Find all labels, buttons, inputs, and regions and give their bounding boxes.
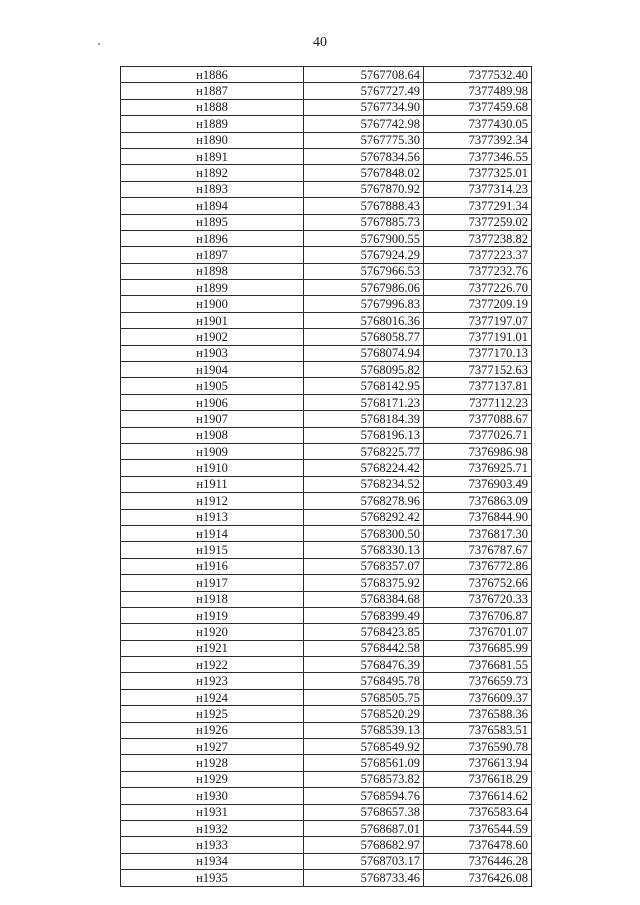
point-id-cell: н1893: [121, 181, 304, 197]
scan-speck: [98, 43, 100, 45]
x-coordinate-cell: 5768682.97: [304, 837, 424, 853]
x-coordinate-cell: 5768561.09: [304, 755, 424, 771]
table-row: [121, 165, 532, 181]
point-id-cell: н1917: [121, 575, 304, 591]
y-coordinate-cell: 7377232.76: [424, 263, 532, 279]
y-coordinate-cell: 7376426.08: [424, 870, 532, 886]
table-row: [121, 771, 532, 787]
x-coordinate-cell: 5768184.39: [304, 411, 424, 427]
y-coordinate-cell: 7376590.78: [424, 739, 532, 755]
point-id-cell: н1920: [121, 624, 304, 640]
table-row: [121, 739, 532, 755]
x-coordinate-cell: 5768594.76: [304, 788, 424, 804]
x-coordinate-cell: 5768476.39: [304, 657, 424, 673]
y-coordinate-cell: 7376659.73: [424, 673, 532, 689]
y-coordinate-cell: 7376720.33: [424, 591, 532, 607]
point-id-cell: н1906: [121, 394, 304, 410]
y-coordinate-cell: 7376583.64: [424, 804, 532, 820]
y-coordinate-cell: 7376618.29: [424, 771, 532, 787]
table-row: [121, 476, 532, 492]
point-id-cell: н1896: [121, 230, 304, 246]
x-coordinate-cell: 5768058.77: [304, 329, 424, 345]
table-row: [121, 575, 532, 591]
point-id-cell: н1910: [121, 460, 304, 476]
table-row: [121, 443, 532, 459]
table-row: [121, 788, 532, 804]
point-id-cell: н1912: [121, 493, 304, 509]
point-id-cell: н1913: [121, 509, 304, 525]
y-coordinate-cell: 7377223.37: [424, 247, 532, 263]
table-row: [121, 247, 532, 263]
x-coordinate-cell: 5767986.06: [304, 280, 424, 296]
table-row: [121, 624, 532, 640]
point-id-cell: н1930: [121, 788, 304, 804]
table-row: [121, 460, 532, 476]
page-number: 40: [313, 35, 327, 50]
x-coordinate-cell: 5767900.55: [304, 230, 424, 246]
y-coordinate-cell: 7376446.28: [424, 853, 532, 869]
y-coordinate-cell: 7376614.62: [424, 788, 532, 804]
point-id-cell: н1925: [121, 706, 304, 722]
y-coordinate-cell: 7376706.87: [424, 607, 532, 623]
y-coordinate-cell: 7377088.67: [424, 411, 532, 427]
table-row: [121, 263, 532, 279]
x-coordinate-cell: 5768095.82: [304, 362, 424, 378]
x-coordinate-cell: 5768357.07: [304, 558, 424, 574]
point-id-cell: н1908: [121, 427, 304, 443]
x-coordinate-cell: 5768225.77: [304, 443, 424, 459]
y-coordinate-cell: 7377026.71: [424, 427, 532, 443]
point-id-cell: н1891: [121, 148, 304, 164]
point-id-cell: н1921: [121, 640, 304, 656]
point-id-cell: н1886: [121, 67, 304, 83]
table-row: [121, 394, 532, 410]
coordinates-table-body: [121, 67, 532, 887]
table-row: [121, 558, 532, 574]
x-coordinate-cell: 5768016.36: [304, 312, 424, 328]
table-row: [121, 673, 532, 689]
x-coordinate-cell: 5768234.52: [304, 476, 424, 492]
table-row: [121, 280, 532, 296]
point-id-cell: н1895: [121, 214, 304, 230]
x-coordinate-cell: 5767924.29: [304, 247, 424, 263]
y-coordinate-cell: 7376844.90: [424, 509, 532, 525]
point-id-cell: н1900: [121, 296, 304, 312]
y-coordinate-cell: 7376925.71: [424, 460, 532, 476]
y-coordinate-cell: 7377226.70: [424, 280, 532, 296]
y-coordinate-cell: 7377314.23: [424, 181, 532, 197]
x-coordinate-cell: 5767870.92: [304, 181, 424, 197]
table-row: [121, 853, 532, 869]
x-coordinate-cell: 5768573.82: [304, 771, 424, 787]
y-coordinate-cell: 7376701.07: [424, 624, 532, 640]
x-coordinate-cell: 5767834.56: [304, 148, 424, 164]
table-row: [121, 870, 532, 886]
y-coordinate-cell: 7377346.55: [424, 148, 532, 164]
y-coordinate-cell: 7376752.66: [424, 575, 532, 591]
table-row: [121, 706, 532, 722]
x-coordinate-cell: 5768442.58: [304, 640, 424, 656]
point-id-cell: н1898: [121, 263, 304, 279]
y-coordinate-cell: 7377291.34: [424, 198, 532, 214]
point-id-cell: н1924: [121, 689, 304, 705]
x-coordinate-cell: 5768375.92: [304, 575, 424, 591]
point-id-cell: н1922: [121, 657, 304, 673]
point-id-cell: н1918: [121, 591, 304, 607]
x-coordinate-cell: 5768142.95: [304, 378, 424, 394]
x-coordinate-cell: 5768384.68: [304, 591, 424, 607]
x-coordinate-cell: 5768224.42: [304, 460, 424, 476]
y-coordinate-cell: 7377209.19: [424, 296, 532, 312]
point-id-cell: н1926: [121, 722, 304, 738]
x-coordinate-cell: 5768330.13: [304, 542, 424, 558]
y-coordinate-cell: 7376609.37: [424, 689, 532, 705]
point-id-cell: н1904: [121, 362, 304, 378]
y-coordinate-cell: 7377112.23: [424, 394, 532, 410]
x-coordinate-cell: 5768196.13: [304, 427, 424, 443]
point-id-cell: н1929: [121, 771, 304, 787]
y-coordinate-cell: 7376588.36: [424, 706, 532, 722]
y-coordinate-cell: 7376583.51: [424, 722, 532, 738]
table-row: [121, 116, 532, 132]
table-row: [121, 181, 532, 197]
table-row: [121, 607, 532, 623]
table-row: [121, 820, 532, 836]
y-coordinate-cell: 7377259.02: [424, 214, 532, 230]
point-id-cell: н1931: [121, 804, 304, 820]
x-coordinate-cell: 5768687.01: [304, 820, 424, 836]
point-id-cell: н1899: [121, 280, 304, 296]
table-row: [121, 427, 532, 443]
x-coordinate-cell: 5768423.85: [304, 624, 424, 640]
y-coordinate-cell: 7376681.55: [424, 657, 532, 673]
x-coordinate-cell: 5767775.30: [304, 132, 424, 148]
table-row: [121, 689, 532, 705]
table-row: [121, 722, 532, 738]
y-coordinate-cell: 7376772.86: [424, 558, 532, 574]
x-coordinate-cell: 5768300.50: [304, 525, 424, 541]
x-coordinate-cell: 5768703.17: [304, 853, 424, 869]
point-id-cell: н1907: [121, 411, 304, 427]
point-id-cell: н1915: [121, 542, 304, 558]
table-row: [121, 640, 532, 656]
point-id-cell: н1928: [121, 755, 304, 771]
point-id-cell: н1916: [121, 558, 304, 574]
y-coordinate-cell: 7377238.82: [424, 230, 532, 246]
table-row: [121, 148, 532, 164]
x-coordinate-cell: 5767885.73: [304, 214, 424, 230]
point-id-cell: н1892: [121, 165, 304, 181]
x-coordinate-cell: 5768495.78: [304, 673, 424, 689]
table-row: [121, 214, 532, 230]
x-coordinate-cell: 5768292.42: [304, 509, 424, 525]
x-coordinate-cell: 5768278.96: [304, 493, 424, 509]
table-row: [121, 345, 532, 361]
table-row: [121, 411, 532, 427]
y-coordinate-cell: 7376787.67: [424, 542, 532, 558]
y-coordinate-cell: 7377459.68: [424, 99, 532, 115]
point-id-cell: н1889: [121, 116, 304, 132]
y-coordinate-cell: 7377532.40: [424, 67, 532, 83]
table-row: [121, 296, 532, 312]
y-coordinate-cell: 7377197.07: [424, 312, 532, 328]
table-row: [121, 542, 532, 558]
x-coordinate-cell: 5767848.02: [304, 165, 424, 181]
x-coordinate-cell: 5768539.13: [304, 722, 424, 738]
table-row: [121, 83, 532, 99]
table-row: [121, 591, 532, 607]
y-coordinate-cell: 7377489.98: [424, 83, 532, 99]
x-coordinate-cell: 5768657.38: [304, 804, 424, 820]
x-coordinate-cell: 5768549.92: [304, 739, 424, 755]
y-coordinate-cell: 7376863.09: [424, 493, 532, 509]
table-row: [121, 657, 532, 673]
point-id-cell: н1927: [121, 739, 304, 755]
y-coordinate-cell: 7377152.63: [424, 362, 532, 378]
coordinates-table: [120, 66, 532, 887]
point-id-cell: н1897: [121, 247, 304, 263]
table-row: [121, 99, 532, 115]
y-coordinate-cell: 7376478.60: [424, 837, 532, 853]
x-coordinate-cell: 5767888.43: [304, 198, 424, 214]
y-coordinate-cell: 7376544.59: [424, 820, 532, 836]
point-id-cell: н1905: [121, 378, 304, 394]
x-coordinate-cell: 5768074.94: [304, 345, 424, 361]
table-row: [121, 362, 532, 378]
table-row: [121, 525, 532, 541]
y-coordinate-cell: 7376903.49: [424, 476, 532, 492]
table-row: [121, 67, 532, 83]
table-row: [121, 509, 532, 525]
x-coordinate-cell: 5767966.53: [304, 263, 424, 279]
point-id-cell: н1911: [121, 476, 304, 492]
y-coordinate-cell: 7376685.99: [424, 640, 532, 656]
table-row: [121, 755, 532, 771]
y-coordinate-cell: 7377191.01: [424, 329, 532, 345]
point-id-cell: н1923: [121, 673, 304, 689]
table-row: [121, 198, 532, 214]
point-id-cell: н1888: [121, 99, 304, 115]
point-id-cell: н1932: [121, 820, 304, 836]
point-id-cell: н1901: [121, 312, 304, 328]
x-coordinate-cell: 5768505.75: [304, 689, 424, 705]
point-id-cell: н1919: [121, 607, 304, 623]
x-coordinate-cell: 5768399.49: [304, 607, 424, 623]
x-coordinate-cell: 5767742.98: [304, 116, 424, 132]
table-row: [121, 493, 532, 509]
x-coordinate-cell: 5767996.83: [304, 296, 424, 312]
point-id-cell: н1894: [121, 198, 304, 214]
point-id-cell: н1903: [121, 345, 304, 361]
y-coordinate-cell: 7377430.05: [424, 116, 532, 132]
point-id-cell: н1902: [121, 329, 304, 345]
table-row: [121, 378, 532, 394]
point-id-cell: н1934: [121, 853, 304, 869]
x-coordinate-cell: 5767727.49: [304, 83, 424, 99]
x-coordinate-cell: 5768520.29: [304, 706, 424, 722]
point-id-cell: н1935: [121, 870, 304, 886]
table-row: [121, 837, 532, 853]
y-coordinate-cell: 7377325.01: [424, 165, 532, 181]
x-coordinate-cell: 5768171.23: [304, 394, 424, 410]
table-row: [121, 312, 532, 328]
y-coordinate-cell: 7377137.81: [424, 378, 532, 394]
x-coordinate-cell: 5767708.64: [304, 67, 424, 83]
table-row: [121, 230, 532, 246]
table-row: [121, 132, 532, 148]
y-coordinate-cell: 7376613.94: [424, 755, 532, 771]
x-coordinate-cell: 5767734.90: [304, 99, 424, 115]
x-coordinate-cell: 5768733.46: [304, 870, 424, 886]
point-id-cell: н1933: [121, 837, 304, 853]
table-row: [121, 804, 532, 820]
point-id-cell: н1887: [121, 83, 304, 99]
y-coordinate-cell: 7376986.98: [424, 443, 532, 459]
point-id-cell: н1890: [121, 132, 304, 148]
table-row: [121, 329, 532, 345]
y-coordinate-cell: 7377170.13: [424, 345, 532, 361]
y-coordinate-cell: 7376817.30: [424, 525, 532, 541]
point-id-cell: н1909: [121, 443, 304, 459]
point-id-cell: н1914: [121, 525, 304, 541]
y-coordinate-cell: 7377392.34: [424, 132, 532, 148]
